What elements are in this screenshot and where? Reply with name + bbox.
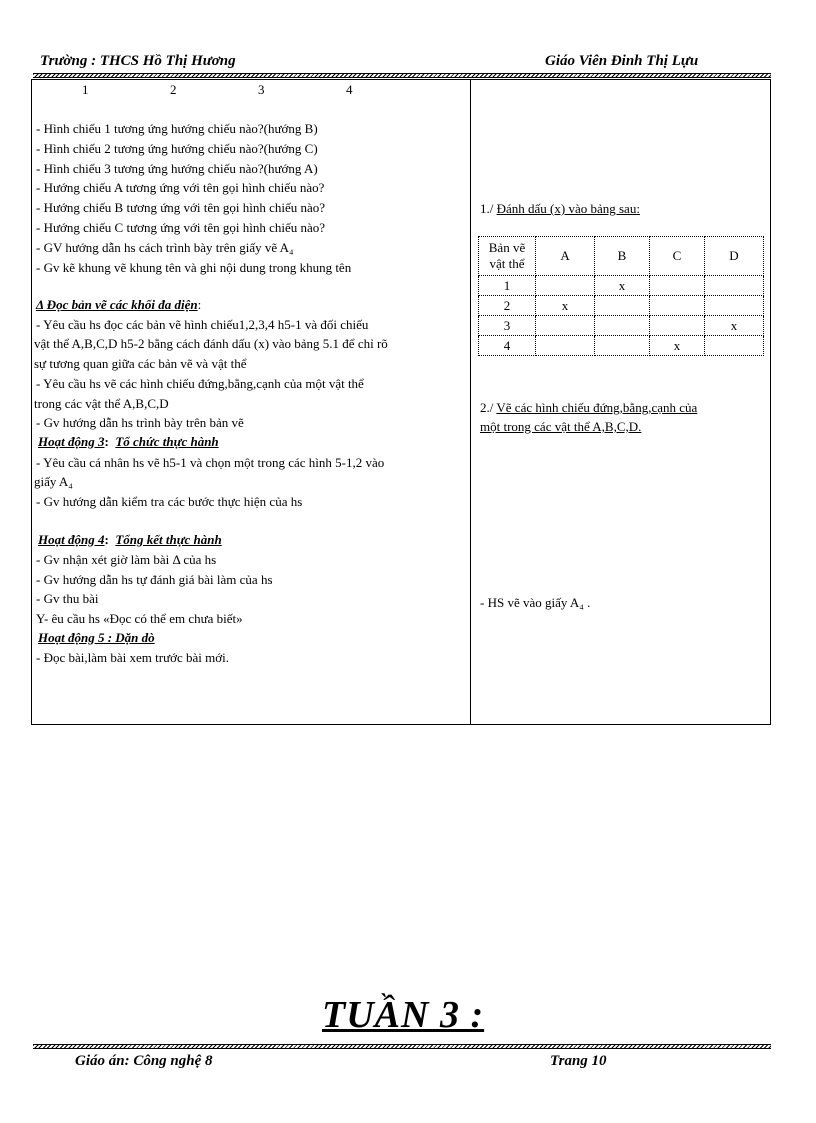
table-cell [536,276,595,296]
table-cell: x [595,276,650,296]
footer-rule [33,1044,771,1049]
table-column-header: B [595,237,650,276]
left-line: - Yêu cầu hs đọc các bản vẽ hình chiếu1,2,3,4 h5-1 và đối chiếu [36,317,369,332]
left-line: giấy A₄ [34,474,73,489]
left-line: - Gv hướng dẫn hs trình bày trên bản vẽ [36,415,244,430]
table-cell [704,276,763,296]
table-cell [649,276,704,296]
table-cell [649,296,704,316]
projection-number: 2 [170,82,177,97]
section-delta-heading [36,297,201,313]
corner-label-drawing: Bản vẽ [488,240,526,255]
left-line: - Hình chiếu 1 tương ứng hướng chiếu nào?(hướng B) [36,121,318,136]
header-rule [33,73,771,78]
table-column-header: D [704,237,763,276]
left-line: vật thể A,B,C,D h5-2 bằng cách đánh dấu (x) vào bảng 5.1 để chỉ rõ [34,336,388,351]
table-header-row [479,237,764,276]
header-school: Trường : THCS Hồ Thị Hương [40,53,236,69]
corner-label-object: vật thể [489,256,525,271]
table-row-label: 1 [479,276,536,296]
table-row-label: 2 [479,296,536,316]
left-line: - Hình chiếu 2 tương ứng hướng chiếu nào?(hướng C) [36,141,318,156]
left-line: sự tương quan giữa các bản vẽ và vật thể [34,356,247,371]
section-delta-colon: : [197,297,202,312]
activity-4-heading: Hoạt động 4: Tổng kết thực hành [38,532,222,547]
activity-3-heading: Hoạt động 3: Tổ chức thực hành [38,434,219,449]
left-line: - Hướng chiếu C tương ứng với tên gọi hình chiếu nào? [36,220,326,235]
table-cell [595,296,650,316]
left-line: - Yêu cầu hs vẽ các hình chiếu đứng,bằng,cạnh của một vật thể [36,376,364,391]
table-row [479,276,764,296]
section-delta-title: Δ Đọc bản vẽ các khối đa diện [36,297,198,312]
table-cell [536,336,595,356]
table-row [479,296,764,316]
task-1-text: Đánh dấu (x) vào bảng sau: [496,201,640,216]
task-1-number: 1./ [480,201,497,216]
table-cell [704,336,763,356]
footer-page: Trang 10 [550,1053,607,1069]
left-line: - Gv hướng dẫn hs tự đánh giá bài làm của hs [36,572,273,587]
table-cell [704,296,763,316]
left-line: - Gv thu bài [36,591,99,606]
table-column-header: C [649,237,704,276]
header-teacher: Giáo Viên Đinh Thị Lựu [545,53,699,69]
activity-4-label: Hoạt động 4 [38,532,105,547]
task-2-text-line-1: Vẽ các hình chiếu đứng,bằng,cạnh của [496,400,698,415]
table-row [479,316,764,336]
task-2-number: 2./ [480,400,497,415]
task-2-text-line-2: một trong các vật thể A,B,C,D. [480,419,642,434]
activity-3-label: Hoạt động 3 [38,434,105,449]
table-cell [595,336,650,356]
activity-4-title: Tổng kết thực hành [115,532,222,547]
table-row [479,336,764,356]
table-column-header: A [536,237,595,276]
activity-5-heading: Hoạt động 5 : Dặn dò [38,630,155,645]
activity-3-title: Tổ chức thực hành [115,434,219,449]
projection-numbers [0,82,470,98]
left-line: Y- êu cầu hs «Đọc có thể em chưa biết» [36,611,243,626]
table-row-label: 3 [479,316,536,336]
left-line: - Hướng chiếu B tương ứng với tên gọi hình chiếu nào? [36,200,326,215]
left-line: - Gv kẽ khung vẽ khung tên và ghi nội dung trong khung tên [36,260,352,275]
table-cell: x [649,336,704,356]
projection-number: 1 [82,82,89,97]
footer-subject: Giáo án: Công nghệ 8 [75,1053,213,1069]
left-line: - Hướng chiếu A tương ứng với tên gọi hình chiếu nào? [36,180,325,195]
task-2 [480,400,697,416]
projection-matching-table [478,236,764,356]
left-line: trong các vật thể A,B,C,D [34,396,169,411]
column-divider [470,79,471,725]
student-note: - HS vẽ vào giấy A₄ . [480,595,591,610]
task-1 [480,201,640,217]
left-line: - Đọc bài,làm bài xem trước bài mới. [36,650,229,665]
table-cell [595,316,650,336]
table-cell [649,316,704,336]
projection-number: 4 [346,82,353,97]
table-cell: x [704,316,763,336]
table-row-label: 4 [479,336,536,356]
left-line: - Gv nhận xét giờ làm bài Δ của hs [36,552,217,567]
table-cell: x [536,296,595,316]
table-cell [536,316,595,336]
projection-number: 3 [258,82,265,97]
table-corner-cell [479,237,536,276]
left-line: - Hình chiếu 3 tương ứng hướng chiếu nào?(hướng A) [36,161,318,176]
left-line: - Yêu cầu cá nhân hs vẽ h5-1 và chọn một trong các hình 5-1,2 vào [36,455,385,470]
week-title: TUẦN 3 : [322,994,485,1036]
left-line: - Gv hướng dẫn kiểm tra các bước thực hiện của hs [36,494,303,509]
left-line: - GV hướng dẫn hs cách trình bày trên giấy vẽ A₄ [36,240,294,255]
